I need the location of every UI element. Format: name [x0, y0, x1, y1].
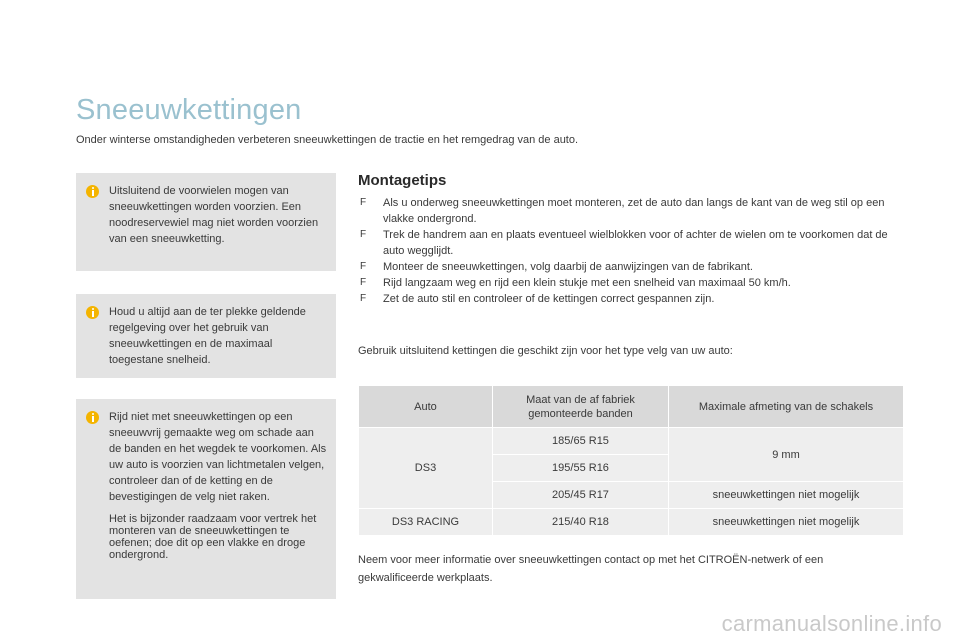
- info-note-front-wheels: [76, 173, 336, 271]
- column-header-auto: Auto: [359, 386, 493, 428]
- list-item-text: Trek de handrem aan en plaats eventueel wielblokken voor of achter de wielen om te voorkomen dat de auto wegglijdt.: [383, 229, 888, 257]
- bullet-icon: F: [360, 229, 367, 240]
- table-header-row: [359, 386, 904, 428]
- info-icon: [86, 306, 99, 319]
- column-header-link-size: Maximale afmeting van de schakels: [669, 386, 904, 428]
- table-lead-text: Gebruik uitsluitend kettingen die geschikt zijn voor het type velg van uw auto:: [358, 345, 733, 357]
- cell-link-size: sneeuwkettingen niet mogelijk: [669, 509, 904, 536]
- montagetips-list: [358, 195, 908, 307]
- cell-link-size: sneeuwkettingen niet mogelijk: [669, 482, 904, 509]
- info-icon: [86, 185, 99, 198]
- cell-tyre: 185/65 R15: [493, 428, 669, 455]
- list-item: [358, 259, 908, 275]
- cell-link-size: 9 mm: [669, 428, 904, 482]
- bullet-icon: F: [360, 277, 367, 288]
- cell-auto: DS3 RACING: [359, 509, 493, 536]
- page-title: Sneeuwkettingen: [76, 94, 302, 126]
- closing-text: Neem voor meer informatie over sneeuwkettingen contact op met het CITROËN-netwerk of een gekwalificeerde werkplaats.: [358, 554, 824, 584]
- note-text: Rijd niet met sneeuwkettingen op een sneeuwvrij gemaakte weg om schade aan de banden en het wegdek te voorkomen. Als uw auto is voorzien van lichtmetalen velgen, controleer dan of de ketting en de bevestigingen de velg niet raken.: [109, 411, 327, 503]
- list-item-text: Monteer de sneeuwkettingen, volg daarbij de aanwijzingen van de fabrikant.: [383, 261, 753, 273]
- list-item: [358, 227, 908, 259]
- cell-tyre: 215/40 R18: [493, 509, 669, 536]
- bullet-icon: F: [360, 197, 367, 208]
- snow-chain-table: [358, 385, 904, 536]
- list-item-text: Rijd langzaam weg en rijd een klein stukje met een snelheid van maximaal 50 km/h.: [383, 277, 791, 289]
- column-header-tyre-size: Maat van de af fabriek gemonteerde banden: [493, 386, 669, 428]
- table-row: [359, 509, 904, 536]
- list-item: [358, 195, 908, 227]
- info-icon: [86, 411, 99, 424]
- section-heading-montagetips: Montagetips: [358, 172, 447, 189]
- note-text: Houd u altijd aan de ter plekke geldende regelgeving over het gebruik van sneeuwkettingen en de maximaal toegestane snelheid.: [109, 306, 306, 366]
- cell-auto: DS3: [359, 428, 493, 509]
- cell-tyre: 205/45 R17: [493, 482, 669, 509]
- list-item-text: Zet de auto stil en controleer of de kettingen correct gespannen zijn.: [383, 293, 715, 305]
- info-note-road-damage: [76, 399, 336, 599]
- list-item: [358, 291, 908, 307]
- watermark: carmanualsonline.info: [721, 611, 942, 636]
- intro-text: Onder winterse omstandigheden verbeteren sneeuwkettingen de tractie en het remgedrag van de auto.: [76, 134, 579, 146]
- note-text: Uitsluitend de voorwielen mogen van sneeuwkettingen worden voorzien. Een noodreservewiel mag niet worden voorzien van een sneeuwketting.: [109, 185, 319, 245]
- cell-tyre: 195/55 R16: [493, 455, 669, 482]
- info-note-regulations: [76, 294, 336, 378]
- table-row: [359, 428, 904, 455]
- note-extra-text: Het is bijzonder raadzaam voor vertrek het monteren van de sneeuwkettingen te oefenen; doe dit op een vlakke en droge ondergrond.: [109, 513, 317, 561]
- list-item-text: Als u onderweg sneeuwkettingen moet monteren, zet de auto dan langs de kant van de weg stil op een vlakke ondergrond.: [383, 197, 885, 225]
- bullet-icon: F: [360, 261, 367, 272]
- list-item: [358, 275, 908, 291]
- bullet-icon: F: [360, 293, 367, 304]
